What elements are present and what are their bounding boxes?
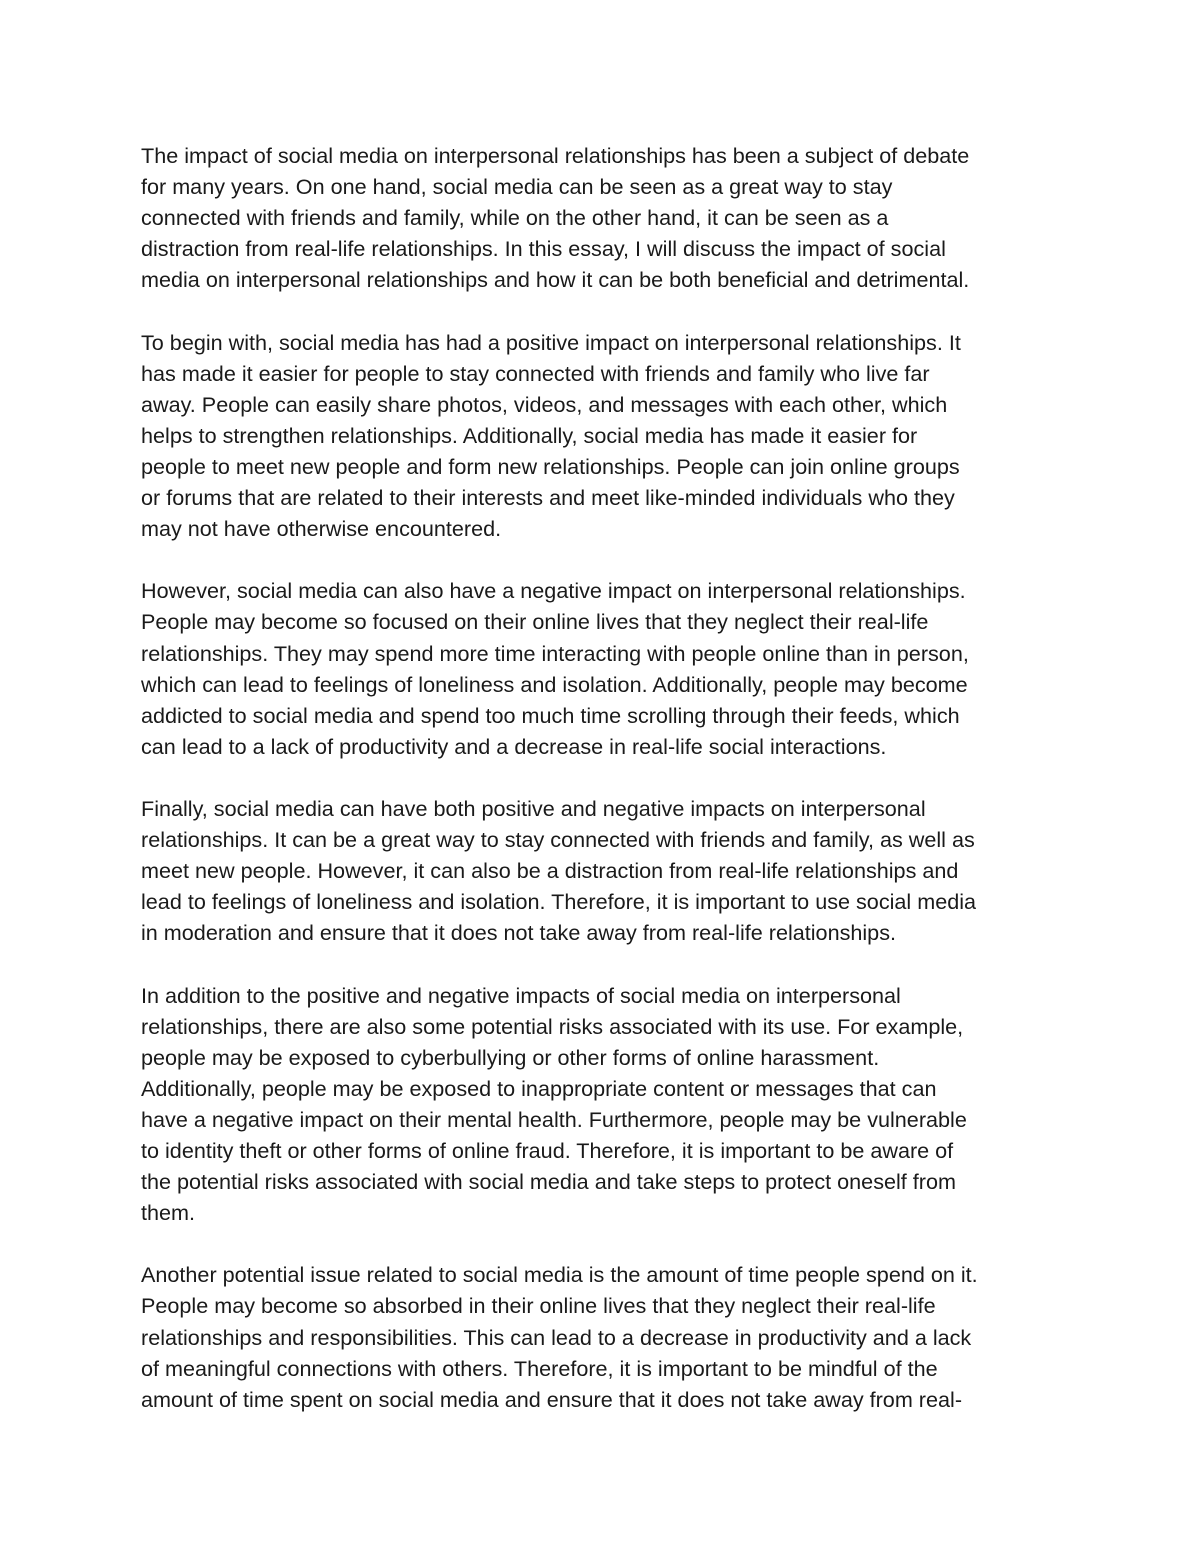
paragraph-1: [141, 140, 1061, 295]
text-line: to identity theft or other forms of online fraud. Therefore, it is important to be aware of: [141, 1138, 954, 1163]
text-line: them.: [141, 1200, 196, 1226]
text-line: connected with friends and family, while on the other hand, it can be seen as a: [141, 205, 889, 231]
text-line: relationships. It can be a great way to stay connected with friends and family, as well as: [141, 827, 975, 853]
text-line: lead to feelings of loneliness and isolation. Therefore, it is important to use social media: [141, 889, 977, 915]
text-line: Additionally, people may be exposed to inappropriate content or messages that can: [141, 1075, 937, 1101]
text-line: relationships. They may spend more time interacting with people online than in person,: [141, 640, 969, 666]
text-line: In addition to the positive and negative impacts of social media on interpersonal: [141, 982, 901, 1008]
text-line: of meaningful connections with others. Therefore, it is important to be mindful of the: [141, 1355, 938, 1381]
text-line: The impact of social media on interpersonal relationships has been a subject of debate: [141, 143, 970, 168]
text-line: People may become so focused on their online lives that they neglect their real-life: [141, 609, 929, 635]
text-line: amount of time spent on social media and ensure that it does not take away from real-: [141, 1386, 963, 1412]
text-line: People may become so absorbed in their online lives that they neglect their real-life: [141, 1293, 936, 1319]
text-line: which can lead to feelings of loneliness and isolation. Additionally, people may become: [141, 671, 968, 697]
essay-body: [141, 140, 1061, 1446]
text-line: Another potential issue related to social media is the amount of time people spend on it.: [141, 1262, 978, 1288]
text-line: However, social media can also have a negative impact on interpersonal relationships.: [141, 578, 966, 604]
text-line: or forums that are related to their interests and meet like-minded individuals who they: [141, 485, 955, 511]
text-line: media on interpersonal relationships and how it can be both beneficial and detrimental.: [141, 267, 970, 293]
text-line: for many years. On one hand, social media can be seen as a great way to stay: [141, 174, 893, 200]
text-line: people to meet new people and form new relationships. People can join online groups: [141, 453, 960, 479]
text-line: distraction from real-life relationships. In this essay, I will discuss the impact of social: [141, 236, 946, 262]
paragraph-3: [141, 575, 1061, 762]
text-line: meet new people. However, it can also be a distraction from real-life relationships and: [141, 858, 959, 884]
text-line: in moderation and ensure that it does not take away from real-life relationships.: [141, 920, 896, 946]
paragraph-6: [141, 1259, 1061, 1414]
text-line: helps to strengthen relationships. Additionally, social media has made it easier for: [141, 422, 918, 448]
paragraph-4: [141, 793, 1061, 948]
text-line: has made it easier for people to stay connected with friends and family who live far: [141, 360, 930, 386]
text-line: people may be exposed to cyberbullying or other forms of online harassment.: [141, 1044, 880, 1070]
text-line: may not have otherwise encountered.: [141, 516, 502, 542]
text-line: away. People can easily share photos, videos, and messages with each other, which: [141, 391, 948, 417]
text-line: To begin with, social media has had a positive impact on interpersonal relationships. It: [141, 329, 961, 355]
paragraph-5: [141, 980, 1061, 1229]
text-line: addicted to social media and spend too much time scrolling through their feeds, which: [141, 702, 960, 728]
text-line: Finally, social media can have both positive and negative impacts on interpersonal: [141, 795, 926, 821]
paragraph-2: [141, 327, 1061, 545]
text-line: have a negative impact on their mental health. Furthermore, people may be vulnerable: [141, 1106, 967, 1132]
text-line: relationships and responsibilities. This can lead to a decrease in productivity and a lack: [141, 1324, 972, 1350]
text-line: can lead to a lack of productivity and a decrease in real-life social interactions.: [141, 733, 887, 759]
text-line: the potential risks associated with social media and take steps to protect oneself from: [141, 1169, 956, 1195]
text-line: relationships, there are also some potential risks associated with its use. For example,: [141, 1013, 964, 1039]
